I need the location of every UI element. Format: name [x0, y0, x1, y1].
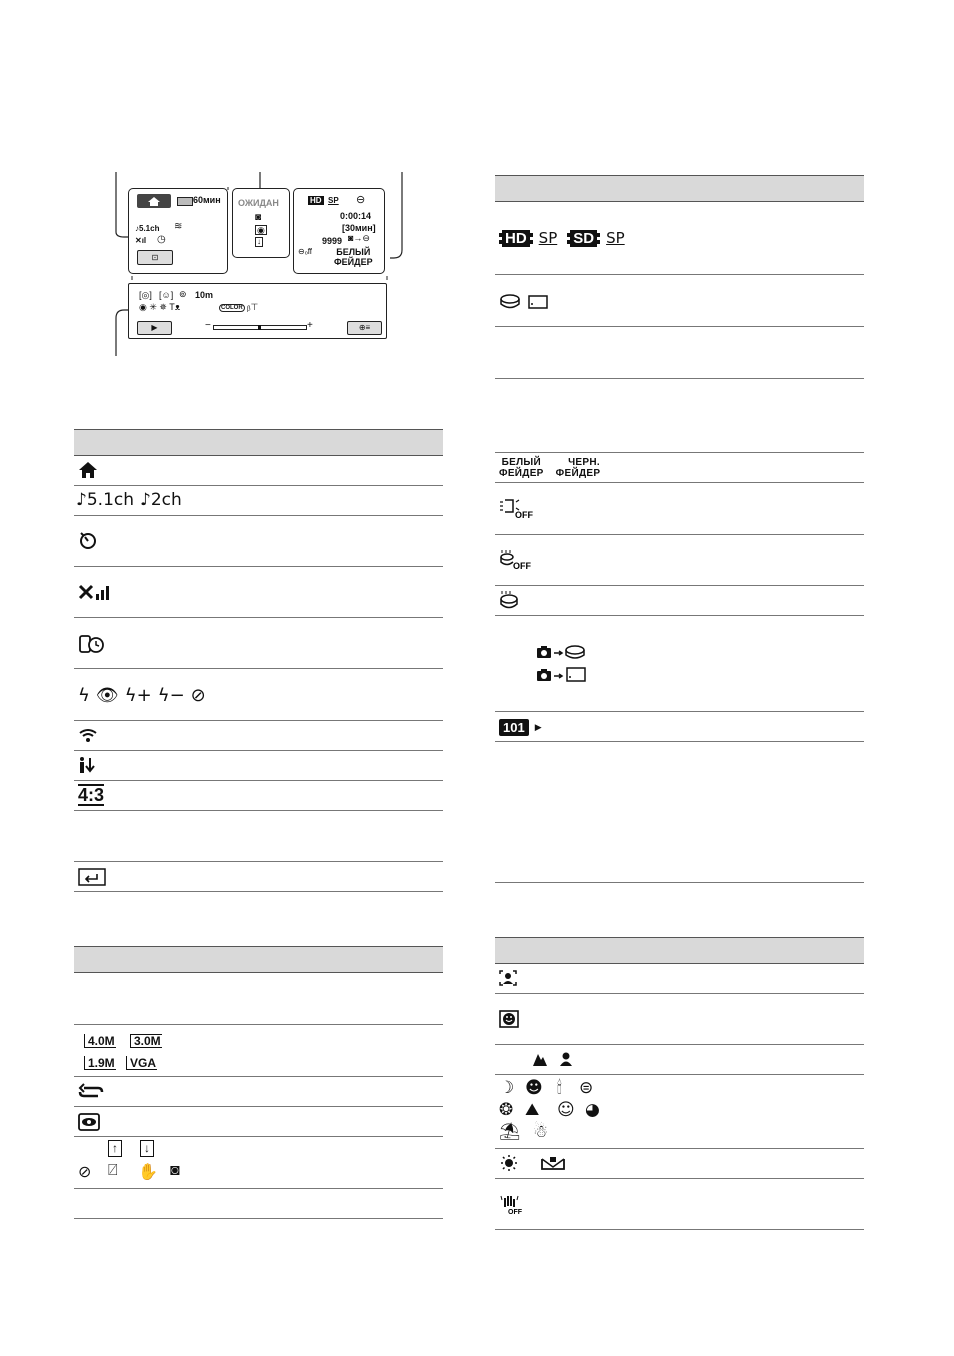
distance-value: 10m: [195, 290, 214, 300]
shake-warning-icon: ✋: [138, 1164, 158, 1181]
photo-count: 9999: [322, 236, 343, 246]
media-hdd-icon: ⊖: [356, 194, 366, 206]
play-arrow-icon: ▶: [534, 721, 542, 732]
photo-to-card-icon: [535, 666, 595, 684]
row-divider: [495, 711, 864, 712]
hd-badge: HD: [499, 230, 533, 247]
right-table-1-header: [495, 175, 864, 202]
row-divider: [74, 720, 443, 721]
night-icon: ☽: [499, 1078, 515, 1098]
distance-icon: ⊚: [179, 289, 187, 299]
size-4m: 4.0M: [84, 1034, 116, 1048]
home-button[interactable]: [137, 194, 171, 208]
row-fader: [499, 456, 600, 480]
flash-plus-icon: ϟ+: [124, 684, 152, 706]
self-timer-icon: [78, 530, 98, 550]
redeye-reduction-icon: [78, 1113, 100, 1131]
row-smile: [499, 1008, 519, 1030]
left-table-1-header: [74, 429, 443, 456]
shutter-icon: ◙: [255, 212, 262, 223]
memory-card-icon: [527, 294, 549, 310]
black-fader-line-2: ФЕЙДЕР: [555, 468, 601, 479]
row-divider: [74, 861, 443, 862]
portrait-scene-icon: ☺: [557, 1100, 575, 1120]
row-mic: [78, 754, 98, 776]
row-redeye: [78, 1110, 100, 1134]
row-divider: [74, 566, 443, 567]
outdoor-wb-icon: [499, 1154, 519, 1172]
row-divider: [74, 1106, 443, 1107]
scene-icons: ◉ ✳ ✵ Tᴥ: [139, 302, 181, 312]
row-divider: [495, 993, 864, 994]
white-fader-line-1: БЕЛЫЙ: [501, 457, 542, 468]
hdd-motion-icon: [499, 590, 521, 610]
sp-label-b: SP: [606, 229, 625, 247]
row-divider: [495, 274, 864, 275]
flash-minus-icon: ϟ−: [157, 684, 185, 706]
color-icon: COLOR: [221, 305, 243, 311]
photo-to-hdd-icon: [535, 643, 595, 661]
row-divider: [74, 1136, 443, 1137]
size-vga: VGA: [126, 1056, 157, 1070]
right-table-2-header: [495, 937, 864, 964]
row-wireless: [78, 724, 98, 746]
home-icon: [78, 461, 98, 479]
row-return: [78, 866, 106, 888]
row-divider: [495, 482, 864, 483]
wireless-icon: ≋: [174, 221, 183, 232]
row-divider: [495, 534, 864, 535]
beach-icon: ⛱: [499, 1122, 521, 1142]
screen-panel-bottom: [128, 283, 387, 339]
row-divider: [74, 1076, 443, 1077]
face-detection-icon: [499, 970, 517, 986]
night-portrait-icon: ☻: [525, 1078, 543, 1098]
face-off-icon: ⊖ₒff: [298, 247, 313, 256]
row-image-sizes: [78, 1030, 198, 1074]
hdd-off-icon: [499, 549, 533, 571]
row-divider: [495, 326, 864, 327]
face-detect-icon: [◎]: [139, 290, 152, 300]
row-divider: [74, 810, 443, 811]
row-face-detect: [499, 967, 517, 989]
row-divider: [74, 1024, 443, 1025]
row-gps: [78, 580, 110, 604]
portrait-icon: [558, 1051, 574, 1067]
row-divider: [495, 585, 864, 586]
zoom-thumb[interactable]: [258, 325, 261, 330]
audio-mode: ♪5.1ch: [135, 224, 160, 233]
left-table-2-header: [74, 946, 443, 973]
svg-text:OFF: OFF: [513, 561, 531, 571]
row-steadyshot-off: [499, 1192, 523, 1216]
card-warning-icon: ⍁: [108, 1162, 118, 1179]
black-fader-label: [556, 457, 601, 479]
row-warnings: [78, 1140, 218, 1186]
mic-level-icon: ↓: [257, 237, 261, 246]
row-divider: [74, 485, 443, 486]
ratio-label: 4:3: [78, 785, 105, 805]
row-divider: [495, 1044, 864, 1045]
tele-macro-icon: ᵦ⊤: [247, 302, 259, 312]
status-text: ОЖИДАН: [238, 198, 279, 208]
row-quality: [499, 226, 625, 250]
flash-icon: ϟ: [78, 684, 90, 706]
photo-media-icon: ◙→⊖: [348, 233, 370, 243]
row-divider: [74, 668, 443, 669]
row-ratio: [78, 783, 104, 807]
self-timer-icon: ◷: [157, 234, 166, 245]
screen-panel-right: [293, 188, 385, 274]
row-scenes: [499, 1078, 619, 1146]
folder-badge: 101: [499, 719, 529, 736]
row-face-index: [78, 632, 106, 656]
white-fader-label: [499, 457, 544, 479]
candle-icon: 🕯: [557, 1078, 562, 1098]
steadyshot-off-icon: [499, 1193, 523, 1215]
spotlight-icon: ◕: [585, 1100, 600, 1120]
row-audio: [76, 488, 182, 512]
fireworks-icon: ❂: [499, 1100, 514, 1120]
smile-shutter-icon: [499, 1010, 519, 1028]
audio-2ch-label: ♪2ch: [140, 490, 182, 510]
return-icon: [78, 868, 106, 886]
screen-panel-left: [128, 188, 228, 274]
row-hdd-off: [499, 548, 533, 572]
row-divider: [74, 515, 443, 516]
white-fader-line-2: ФЕЙДЕР: [499, 468, 544, 479]
gps-icon: [78, 582, 110, 602]
svg-text:OFF: OFF: [508, 1209, 522, 1215]
row-divider: [495, 1229, 864, 1230]
mic-down-icon: ↓: [140, 1140, 154, 1157]
battery-remaining: 60мин: [193, 195, 221, 205]
sp-label-a: SP: [538, 229, 558, 247]
time-counter: 0:00:14: [340, 211, 372, 221]
sd-badge: SD: [567, 230, 600, 247]
row-focus: [532, 1048, 574, 1070]
mic-icon: [78, 756, 98, 774]
face-index-button[interactable]: ⊡: [137, 250, 173, 265]
row-divider: [74, 617, 443, 618]
smile-icon: [☺]: [159, 290, 174, 300]
row-divider: [74, 891, 443, 892]
row-divider: [74, 750, 443, 751]
fader-line-1: БЕЛЫЙ: [336, 247, 371, 257]
zoom-slider[interactable]: [213, 325, 307, 330]
row-white-balance: [499, 1152, 565, 1174]
row-folder: [499, 716, 542, 738]
row-divider: [74, 780, 443, 781]
row-media: [499, 290, 549, 314]
lcd-backlight-off-icon: [499, 497, 533, 519]
battery-icon: [177, 197, 193, 206]
remaining-time: [30мин]: [342, 223, 376, 233]
row-divider: [74, 1218, 443, 1219]
row-divider: [495, 452, 864, 453]
redeye-icon: ◉: [257, 225, 265, 235]
disc-warning-icon: ⊘: [78, 1164, 92, 1181]
sp-badge: SP: [328, 196, 339, 205]
row-divider: [495, 1074, 864, 1075]
size-19m: 1.9M: [84, 1056, 116, 1070]
face-index-icon: [78, 633, 106, 655]
row-divider: [495, 1178, 864, 1179]
svg-text:OFF: OFF: [515, 510, 533, 519]
zoom-plus: +: [307, 320, 313, 331]
row-divider: [495, 615, 864, 616]
black-fader-line-1: ЧЕРН.: [568, 457, 600, 468]
row-flash: [78, 683, 206, 707]
screen-panel-center: [232, 188, 290, 258]
photo-warning-icon: ◙: [170, 1162, 180, 1179]
size-3m: 3.0M: [130, 1034, 162, 1048]
hd-badge: HD: [310, 196, 322, 205]
row-divider: [495, 1148, 864, 1149]
row-divider: [495, 741, 864, 742]
row-repeat: [78, 1080, 104, 1104]
repeat-icon: [78, 1083, 104, 1101]
gps-icon: ✕ıl: [135, 236, 147, 245]
home-icon: [137, 194, 171, 208]
sunset-icon: ⊜: [579, 1078, 594, 1098]
playback-button[interactable]: ▶: [137, 321, 172, 335]
row-hdd-motion: [499, 589, 521, 611]
mic-up-icon: ↑: [108, 1140, 122, 1157]
wireless-icon: [78, 727, 98, 743]
row-photo-media: [535, 643, 605, 687]
row-divider: [495, 882, 864, 883]
landscape-scene-icon: ⛰: [525, 1100, 540, 1120]
zoom-minus: −: [205, 320, 211, 331]
one-push-wb-icon: [541, 1155, 565, 1171]
row-home: [78, 458, 98, 482]
row-divider: [495, 378, 864, 379]
option-button[interactable]: ⊕≡: [347, 321, 382, 335]
hdd-icon: [499, 294, 521, 310]
fader-line-2: ФЕЙДЕР: [334, 257, 373, 267]
row-divider: [74, 1188, 443, 1189]
snow-icon: ☃: [533, 1122, 549, 1142]
row-self-timer: [78, 528, 98, 552]
landscape-icon: [532, 1051, 548, 1067]
audio-51ch-label: ♪5.1ch: [76, 490, 135, 510]
redeye-icon: 👁: [95, 684, 119, 706]
flash-off-icon: ⊘: [190, 684, 206, 706]
row-lcd-off: [499, 496, 533, 520]
